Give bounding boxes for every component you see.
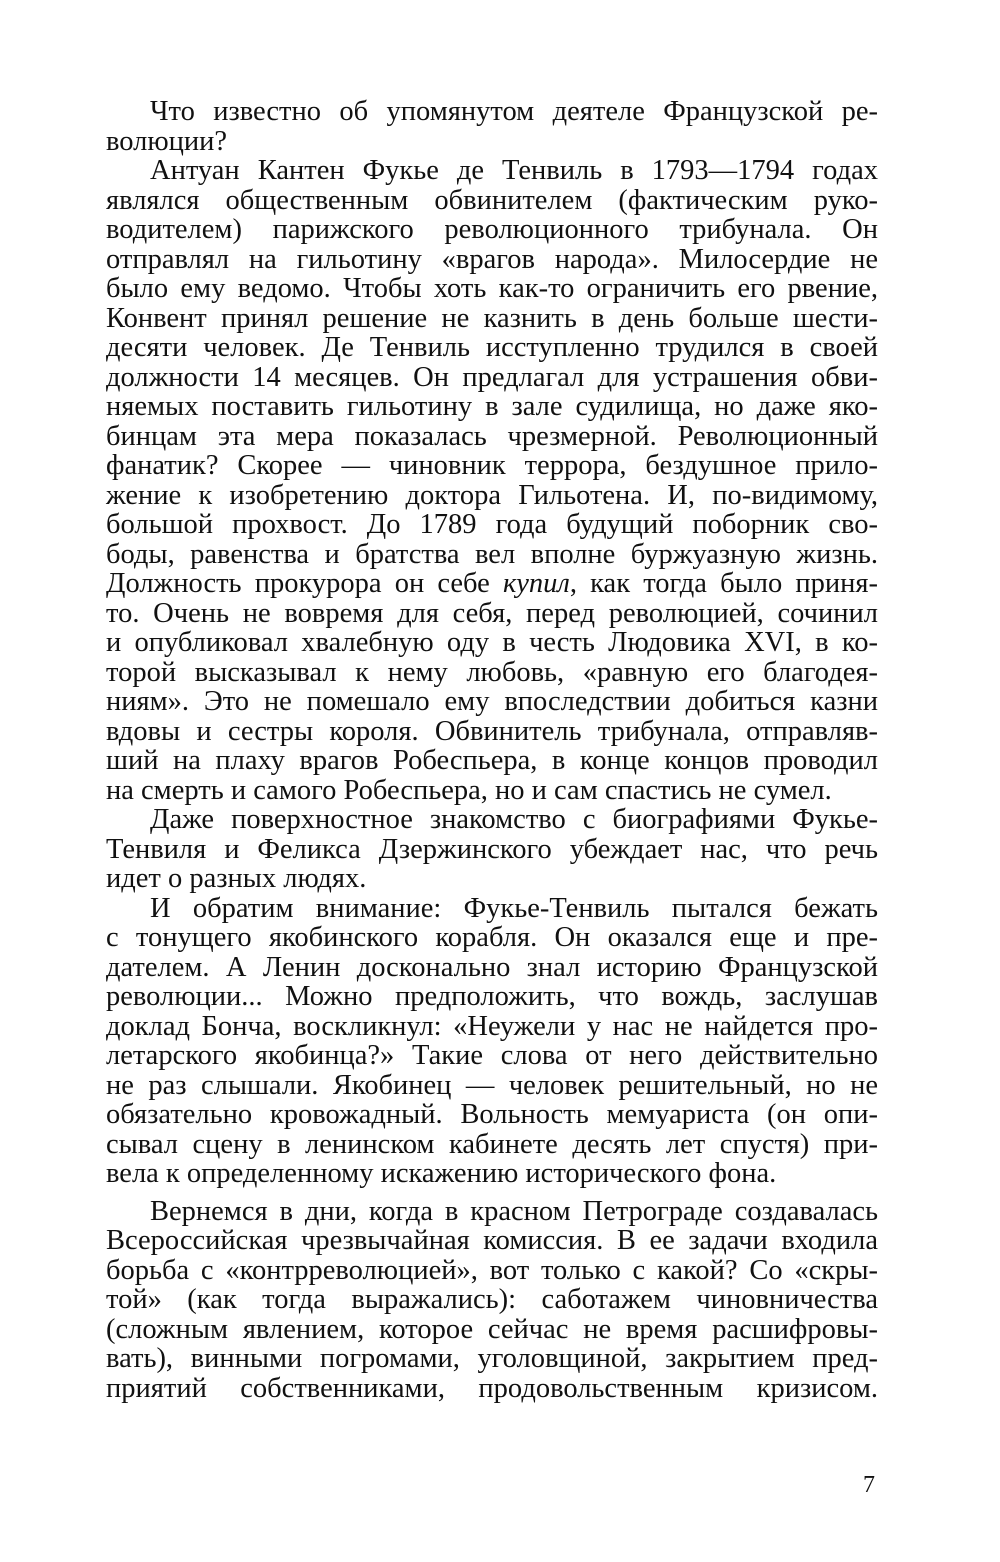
text-line: Тенвиля и Феликса Дзержинского убеждает нас, что речь [106, 833, 878, 865]
text-line: являлся общественным обвинителем (фактическим руко- [106, 184, 878, 216]
text-line: Вернемся в дни, когда в красном Петрограде создавалась [150, 1195, 878, 1227]
text-segment: , как тогда было приня- [569, 568, 878, 599]
text-line: не раз слышали. Якобинец — человек решительный, но не [106, 1069, 878, 1101]
text-line: революции... Можно предположить, что вождь, заслушав [106, 981, 878, 1012]
text-line: и опубликовал хвалебную оду в честь Людовика XVI, в ко- [106, 627, 878, 658]
text-line: летарского якобинца?» Такие слова от него действительно [106, 1040, 878, 1071]
text-line: Конвент принял решение не казнить в день больше шести- [106, 302, 878, 334]
text-line: дателем. А Ленин досконально знал историю Французской [106, 951, 878, 983]
text-line: боды, равенства и братства вел вполне буржуазную жизнь. [106, 538, 878, 570]
text-line: было ему ведомо. Чтобы хоть как-то ограничить его рвение, [106, 273, 878, 304]
text-line [106, 569, 878, 599]
text-line: доклад Бонча, воскликнул: «Неужели у нас не найдется про- [106, 1010, 878, 1042]
text-line: приятий собственниками, продовольственным кризисом. [106, 1372, 878, 1404]
text-line: с тонущего якобинского корабля. Он оказался еще и пре- [106, 922, 878, 953]
text-line: той» (как тогда выражались): саботажем чиновничества [106, 1284, 878, 1315]
text-line: жение к изобретению доктора Гильотена. И, по-видимому, [106, 479, 878, 511]
text-line: борьба с «контрреволюцией», вот только с какой? Со «скры- [106, 1254, 878, 1286]
text-line: Что известно об упомянутом деятеле Французской ре- [150, 96, 878, 127]
text-line: сывал сцену в ленинском кабинете десять лет спустя) при- [106, 1128, 878, 1160]
text-line: ниям». Это не помешало ему впоследствии добиться казни [106, 686, 878, 717]
text-segment: Должность прокурора он себе [106, 568, 503, 599]
text-line: Всероссийская чрезвычайная комиссия. В ее задачи входила [106, 1225, 878, 1256]
text-line: десяти человек. Де Тенвиль исступленно трудился в своей [106, 332, 878, 363]
text-line: няемых поставить гильотину в зале судилища, но даже яко- [106, 391, 878, 422]
text-line: ший на плаху врагов Робеспьера, в конце концов проводил [106, 745, 878, 776]
text-line: вать), винными погромами, уголовщиной, закрытием пред- [106, 1343, 878, 1374]
text-line: волюции? [106, 125, 228, 157]
page-number: 7 [863, 1472, 875, 1498]
text-line: на смерть и самого Робеспьера, но и сам спастись не сумел. [106, 774, 832, 806]
body-text [106, 97, 878, 1403]
text-line: торой высказывал к нему любовь, «равную его благодея- [106, 656, 878, 688]
text-line: бинцам эта мера показалась чрезмерной. Революционный [106, 420, 878, 452]
text-line: то. Очень не вовремя для себя, перед революцией, сочинил [106, 597, 878, 629]
text-line: идет о разных людях. [106, 863, 367, 894]
text-line: обязательно кровожадный. Вольность мемуариста (он опи- [106, 1099, 878, 1130]
text-line: вела к определенному искажению исторического фона. [106, 1158, 777, 1189]
text-line: Даже поверхностное знакомство с биографиями Фукье- [150, 804, 878, 835]
text-line: Антуан Кантен Фукье де Тенвиль в 1793—1794 годах [150, 155, 878, 186]
text-line: отправлял на гильотину «врагов народа». Милосердие не [106, 243, 878, 275]
italic-word: купил [502, 568, 570, 599]
text-line: водителем) парижского революционного трибунала. Он [106, 214, 878, 245]
text-line: И обратим внимание: Фукье-Тенвиль пытался бежать [150, 892, 878, 924]
text-line: должности 14 месяцев. Он предлагал для устрашения обви- [106, 361, 878, 393]
text-line: (сложным явлением, которое сейчас не время расшифровы- [106, 1313, 878, 1345]
text-line: большой прохвост. До 1789 года будущий поборник сво- [106, 509, 878, 540]
text-line: вдовы и сестры короля. Обвинитель трибунала, отправляв- [106, 715, 878, 747]
text-line: фанатик? Скорее — чиновник террора, бездушное прило- [106, 450, 878, 481]
